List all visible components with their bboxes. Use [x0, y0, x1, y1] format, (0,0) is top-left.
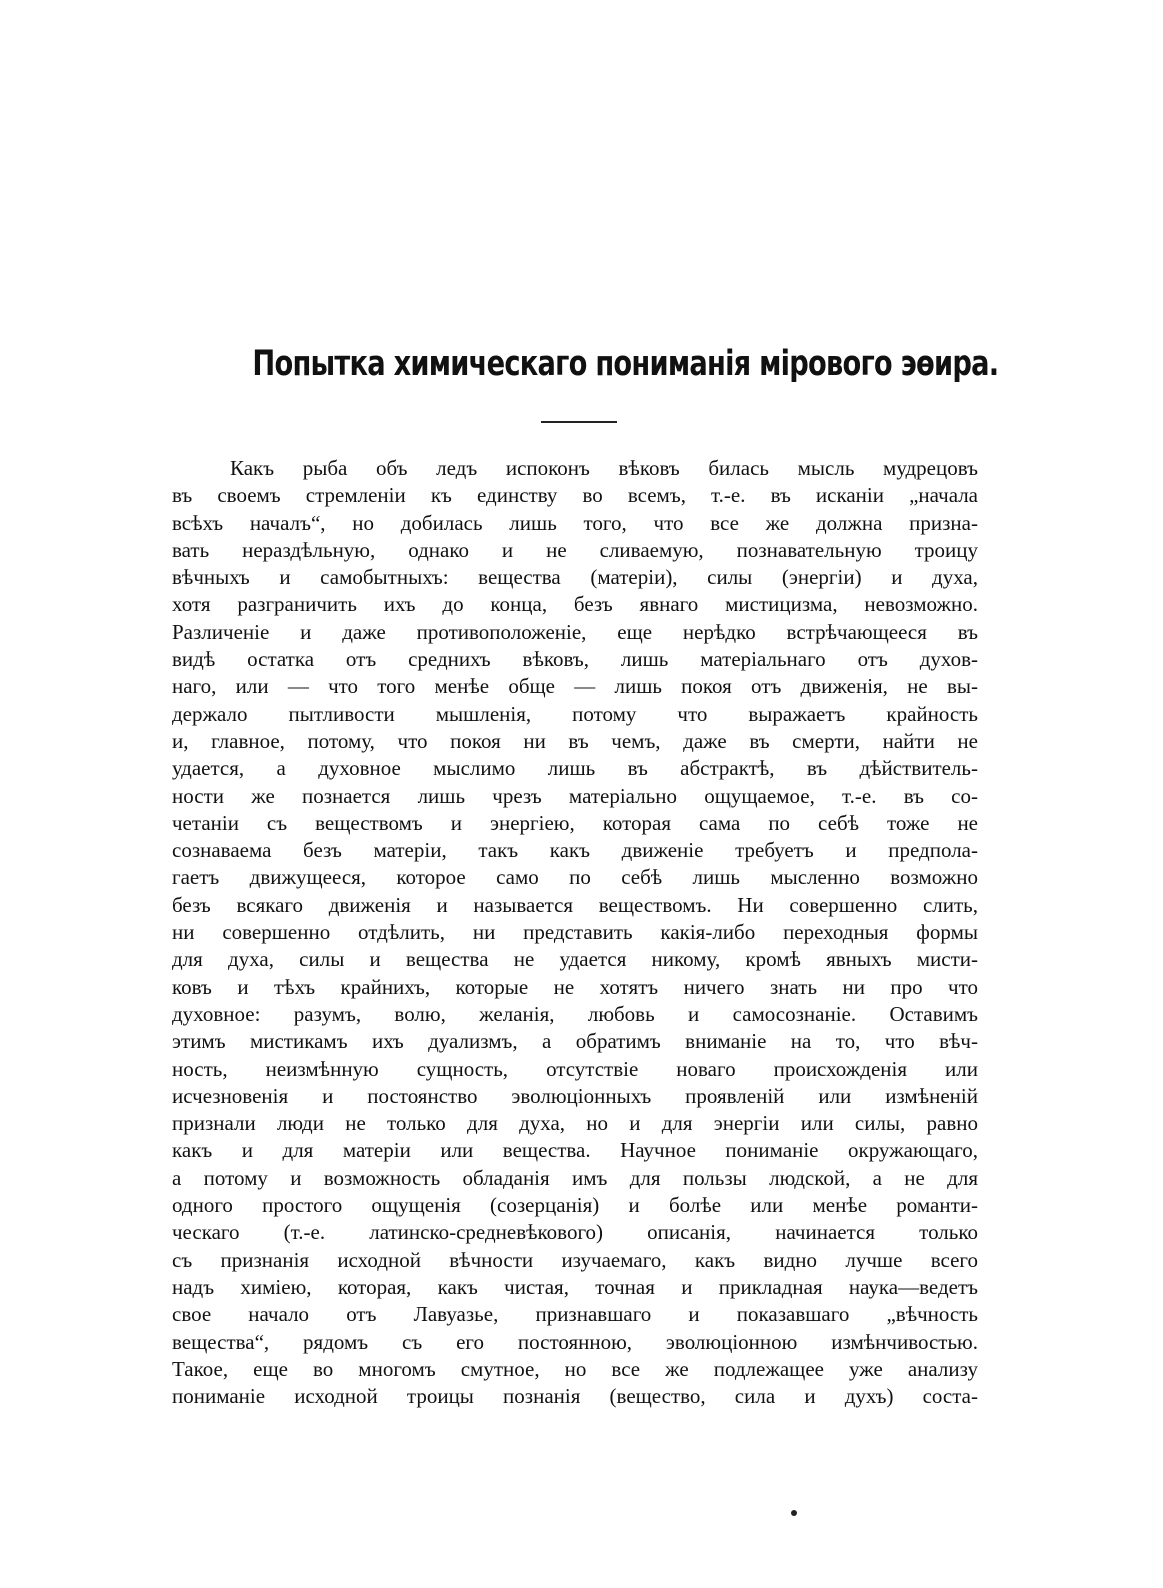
title-rule [541, 421, 617, 423]
signature-mark [791, 1510, 797, 1516]
body-paragraph [172, 455, 978, 1410]
text-line: четаніи съ веществомъ и энергіею, которая сама по себѣ тоже не [172, 810, 978, 835]
page-title: Попытка химическаго пониманія мірового эѳира. [252, 344, 999, 384]
text-line: Различеніе и даже противоположеніе, еще нерѣдко встрѣчающееся въ [172, 619, 978, 644]
text-line: ности же познается лишь чрезъ матеріально ощущаемое, т.-е. въ со- [172, 783, 978, 808]
text-line: всѣхъ началъ“, но добилась лишь того, что все же должна призна- [172, 510, 978, 535]
text-line: признали люди не только для духа, но и для энергіи или силы, равно [172, 1111, 978, 1136]
text-line: вещества“, рядомъ съ его постоянною, эволюціонною измѣнчивостью. [172, 1329, 978, 1354]
text-line: Такое, еще во многомъ смутное, но все же подлежащее уже анализу [172, 1356, 978, 1381]
text-line: сознаваема безъ матеріи, такъ какъ движеніе требуетъ и предпола- [172, 838, 978, 863]
text-line: ковъ и тѣхъ крайнихъ, которые не хотятъ ничего знать ни про что [172, 974, 978, 999]
text-line: съ признанія исходной вѣчности изучаемаго, какъ видно лучше всего [172, 1247, 978, 1272]
text-line: этимъ мистикамъ ихъ дуализмъ, а обратимъ вниманіе на то, что вѣч- [172, 1029, 978, 1054]
text-line: пониманіе исходной троицы познанія (вещество, сила и духъ) соста- [172, 1384, 978, 1409]
text-line: видѣ остатка отъ среднихъ вѣковъ, лишь матеріальнаго отъ духов- [172, 647, 978, 672]
text-line: ческаго (т.-е. латинско-средневѣкового) описанія, начинается только [172, 1220, 978, 1245]
text-line: въ своемъ стремленіи къ единству во всемъ, т.-е. въ исканіи „начала [172, 483, 978, 508]
text-line: и, главное, потому, что покоя ни въ чемъ, даже въ смерти, найти не [172, 728, 978, 753]
text-line: исчезновенія и постоянство эволюціонныхъ проявленій или измѣненій [172, 1083, 978, 1108]
text-line: наго, или — что того менѣе обще — лишь покоя отъ движенія, не вы- [172, 674, 978, 699]
text-line: Какъ рыба объ ледъ испоконъ вѣковъ билась мысль мудрецовъ [230, 456, 978, 480]
text-line: ни совершенно отдѣлить, ни представить какія-либо переходныя формы [172, 920, 978, 945]
text-line: удается, а духовное мыслимо лишь въ абстрактѣ, въ дѣйствитель- [172, 756, 978, 781]
text-line: гаетъ движущееся, которое само по себѣ лишь мысленно возможно [172, 865, 978, 890]
text-line: безъ всякаго движенія и называется веществомъ. Ни совершенно слить, [172, 892, 978, 917]
text-line: надъ химіею, которая, какъ чистая, точная и прикладная наука—ведетъ [172, 1274, 978, 1299]
text-line: свое начало отъ Лавуазье, признавшаго и показавшаго „вѣчность [172, 1302, 978, 1327]
text-line: духовное: разумъ, волю, желанія, любовь и самосознаніе. Оставимъ [172, 1001, 978, 1026]
text-line: ность, неизмѣнную сущность, отсутствіе новаго происхожденія или [172, 1056, 978, 1081]
text-line: вать нераздѣльную, однако и не сливаемую, познавательную троицу [172, 537, 978, 562]
text-line: какъ и для матеріи или вещества. Научное пониманіе окружающаго, [172, 1138, 978, 1163]
text-line: одного простого ощущенія (созерцанія) и болѣе или менѣе романти- [172, 1193, 978, 1218]
text-line: а потому и возможность обладанія имъ для пользы людской, а не для [172, 1165, 978, 1190]
text-line: хотя разграничить ихъ до конца, безъ явнаго мистицизма, невозможно. [172, 592, 978, 617]
text-line: держало пытливости мышленія, потому что выражаетъ крайность [172, 701, 978, 726]
text-line: для духа, силы и вещества не удается никому, кромѣ явныхъ мисти- [172, 947, 978, 972]
text-line: вѣчныхъ и самобытныхъ: вещества (матеріи), силы (энергіи) и духа, [172, 565, 978, 590]
